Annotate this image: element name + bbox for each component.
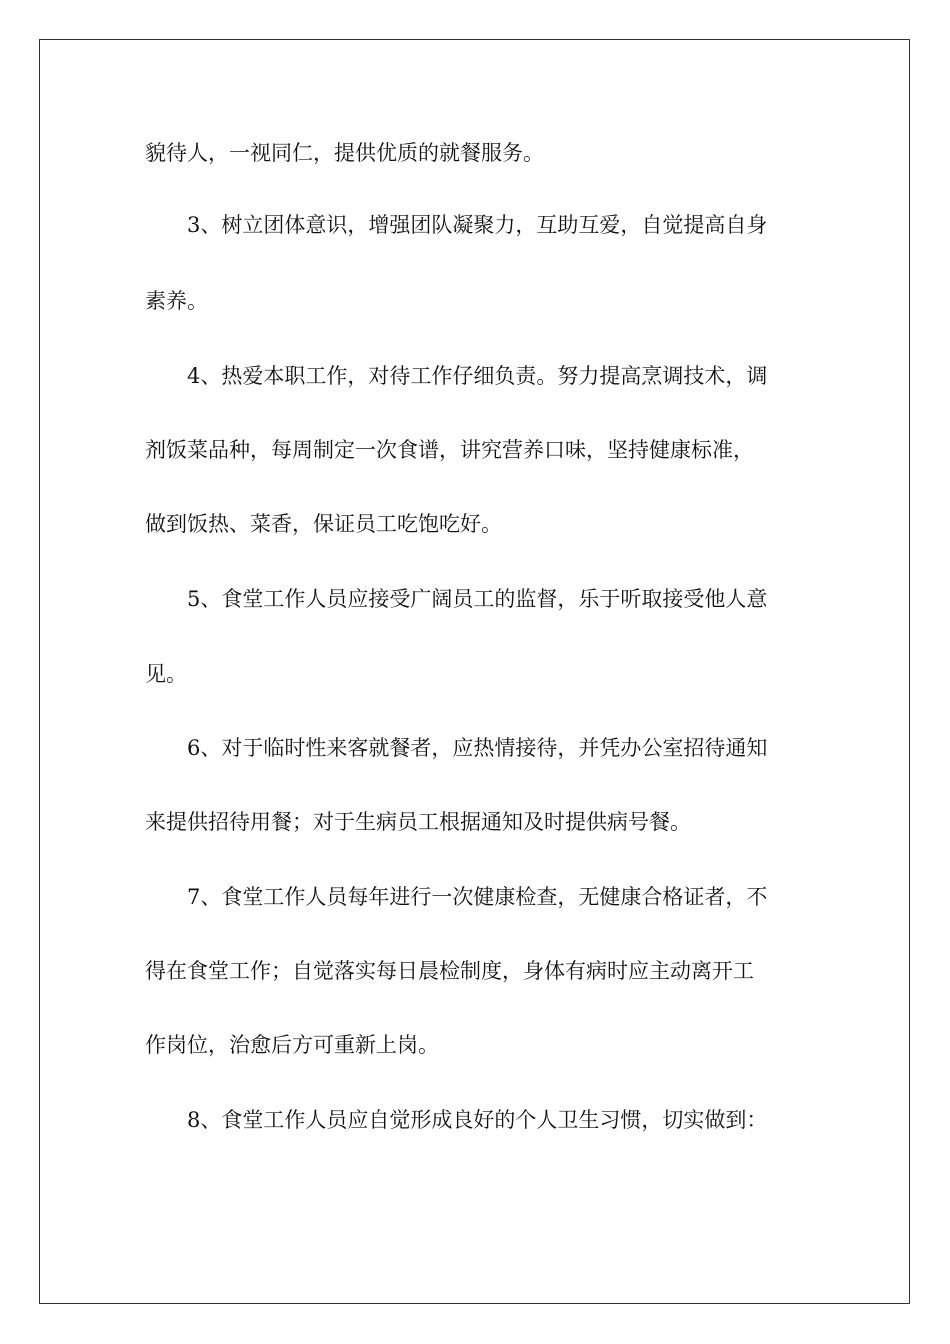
text-line: 貌待人，一视同仁，提供优质的就餐服务。 xyxy=(145,141,544,165)
paragraph-7-line-3: 作岗位，治愈后方可重新上岗。 xyxy=(145,1033,439,1057)
paragraph-4-line-2: 剂饭菜品种，每周制定一次食谱，讲究营养口味，坚持健康标准， xyxy=(145,438,754,462)
paragraph-7-line-2: 得在食堂工作；自觉落实每日晨检制度，身体有病时应主动离开工 xyxy=(145,959,754,983)
paragraph-6-line-2: 来提供招待用餐；对于生病员工根据通知及时提供病号餐。 xyxy=(145,810,691,834)
paragraph-8-line-1: 8、食堂工作人员应自觉形成良好的个人卫生习惯，切实做到： xyxy=(187,1108,768,1132)
paragraph-6-line-1: 6、对于临时性来客就餐者，应热情接待，并凭办公室招待通知 xyxy=(187,736,768,760)
paragraph-3-line-1: 3、树立团体意识，增强团队凝聚力，互助互爱，自觉提高自身 xyxy=(187,213,768,237)
paragraph-5-line-2: 见。 xyxy=(145,662,187,686)
paragraph-4-line-1: 4、热爱本职工作，对待工作仔细负责。努力提高烹调技术，调 xyxy=(187,364,768,388)
paragraph-3-line-2: 素养。 xyxy=(145,289,208,313)
paragraph-7-line-1: 7、食堂工作人员每年进行一次健康检查，无健康合格证者，不 xyxy=(187,885,768,909)
paragraph-5-line-1: 5、食堂工作人员应接受广阔员工的监督，乐于听取接受他人意 xyxy=(187,587,768,611)
paragraph-4-line-3: 做到饭热、菜香，保证员工吃饱吃好。 xyxy=(145,512,502,536)
